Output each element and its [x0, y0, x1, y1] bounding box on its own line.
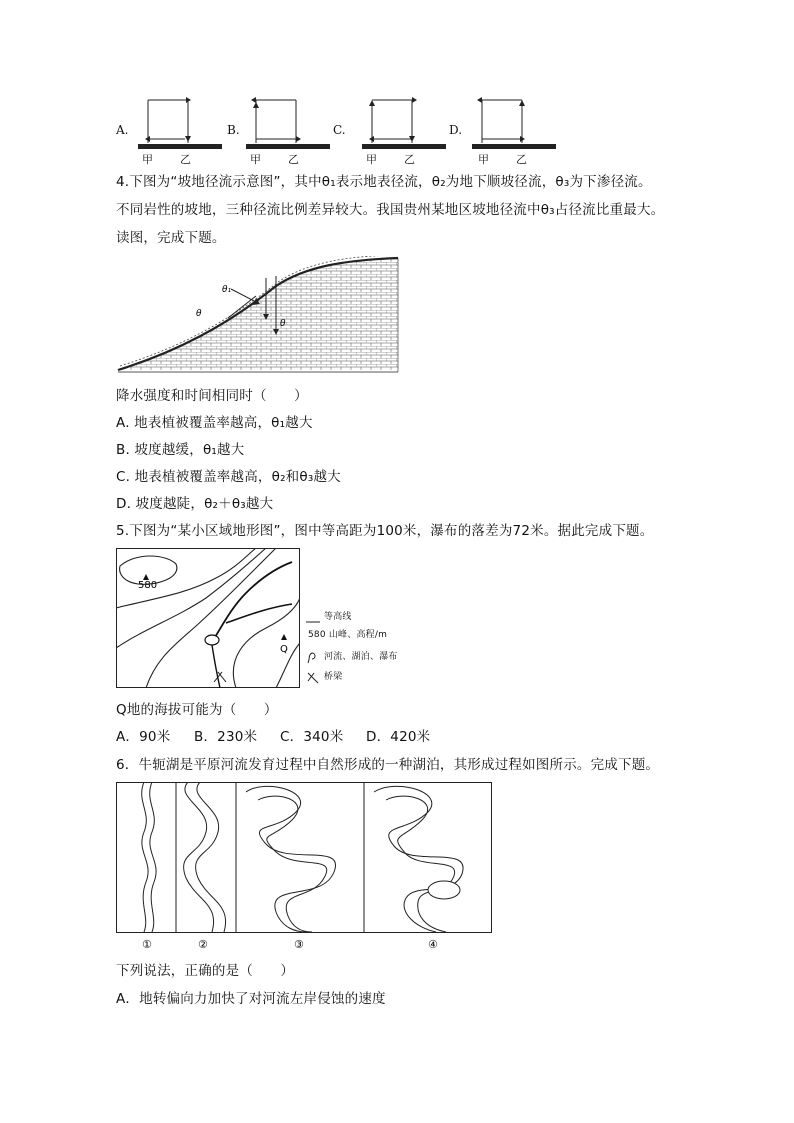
- legend-river: [304, 650, 398, 669]
- q5-question: Q地的海拔可能为（ ）: [116, 702, 278, 718]
- q4-stem-line3: 读图，完成下题。: [116, 230, 226, 246]
- bridge-icon: [304, 671, 322, 685]
- contour-map: [116, 548, 300, 688]
- q4-option-a[interactable]: A. 地表植被覆盖率越高，θ₁越大: [116, 415, 313, 431]
- q4-stem-line1: 4.下图为“坡地径流示意图”，其中θ₁表示地表径流，θ₂为地下顺坡径流，θ₃为下渗径流。: [116, 174, 652, 190]
- option-c-label[interactable]: C.: [333, 123, 346, 137]
- option-d-label[interactable]: D.: [449, 123, 463, 137]
- q3-options: [0, 0, 794, 170]
- option-d-yi: 乙: [516, 153, 528, 166]
- theta1-label: θ₁: [222, 285, 232, 295]
- option-a-yi: 乙: [180, 153, 192, 166]
- panel-3-label: ③: [294, 938, 304, 951]
- theta3-label: θ: [280, 319, 286, 329]
- legend-contour-text: 等高线: [324, 612, 352, 622]
- legend-river-text: 河流、湖泊、瀑布: [324, 652, 398, 662]
- map-legend: [304, 612, 414, 688]
- slope-runoff-diagram: [116, 256, 400, 374]
- panel-4-label: ④: [428, 938, 438, 951]
- theta2-label: θ: [196, 309, 202, 319]
- q5-option-c[interactable]: C．340米: [280, 729, 344, 745]
- panel-2-label: ②: [198, 938, 208, 951]
- option-b-yi: 乙: [288, 153, 300, 166]
- oxbow-lake-diagram: [116, 782, 494, 952]
- legend-peak-text: 580 山峰、高程/m: [308, 630, 388, 640]
- peak-value: 580: [138, 580, 158, 591]
- q4-option-b[interactable]: B. 坡度越缓，θ₁越大: [116, 442, 245, 458]
- option-b-jia: 甲: [250, 153, 262, 166]
- legend-bridge-text: 桥梁: [324, 672, 343, 682]
- option-b-label[interactable]: B.: [227, 123, 240, 137]
- q6-option-a[interactable]: A．地转偏向力加快了对河流左岸侵蚀的速度: [116, 991, 386, 1007]
- option-a-label[interactable]: A.: [116, 123, 129, 137]
- q5-option-b[interactable]: B．230米: [194, 729, 258, 745]
- q5-option-d[interactable]: D．420米: [366, 729, 431, 745]
- q6-question: 下列说法，正确的是（ ）: [116, 963, 295, 979]
- q6-stem: 6．牛轭湖是平原河流发育过程中自然形成的一种湖泊，其形成过程如图所示。完成下题。: [116, 757, 660, 773]
- q5-stem: 5.下图为“某小区域地形图”，图中等高距为100米，瀑布的落差为72米。据此完成下题。: [116, 523, 654, 539]
- q4-stem-line2: 不同岩性的坡地，三种径流比例差异较大。我国贵州某地区坡地径流中θ₃占径流比重最大。: [116, 202, 665, 218]
- option-a-jia: 甲: [142, 153, 154, 166]
- option-c-jia: 甲: [366, 153, 378, 166]
- point-q-label: Q: [280, 644, 288, 655]
- legend-bridge: [304, 670, 343, 689]
- q4-option-c[interactable]: C. 地表植被覆盖率越高，θ₂和θ₃越大: [116, 469, 341, 485]
- option-d-jia: 甲: [478, 153, 490, 166]
- q4-option-d[interactable]: D. 坡度越陡，θ₂＋θ₃越大: [116, 496, 274, 512]
- q4-question: 降水强度和时间相同时（ ）: [116, 388, 308, 404]
- river-lake-waterfall-icon: [304, 651, 322, 665]
- panel-1-label: ①: [142, 938, 152, 951]
- option-c-yi: 乙: [404, 153, 416, 166]
- q5-option-a[interactable]: A．90米: [116, 729, 171, 745]
